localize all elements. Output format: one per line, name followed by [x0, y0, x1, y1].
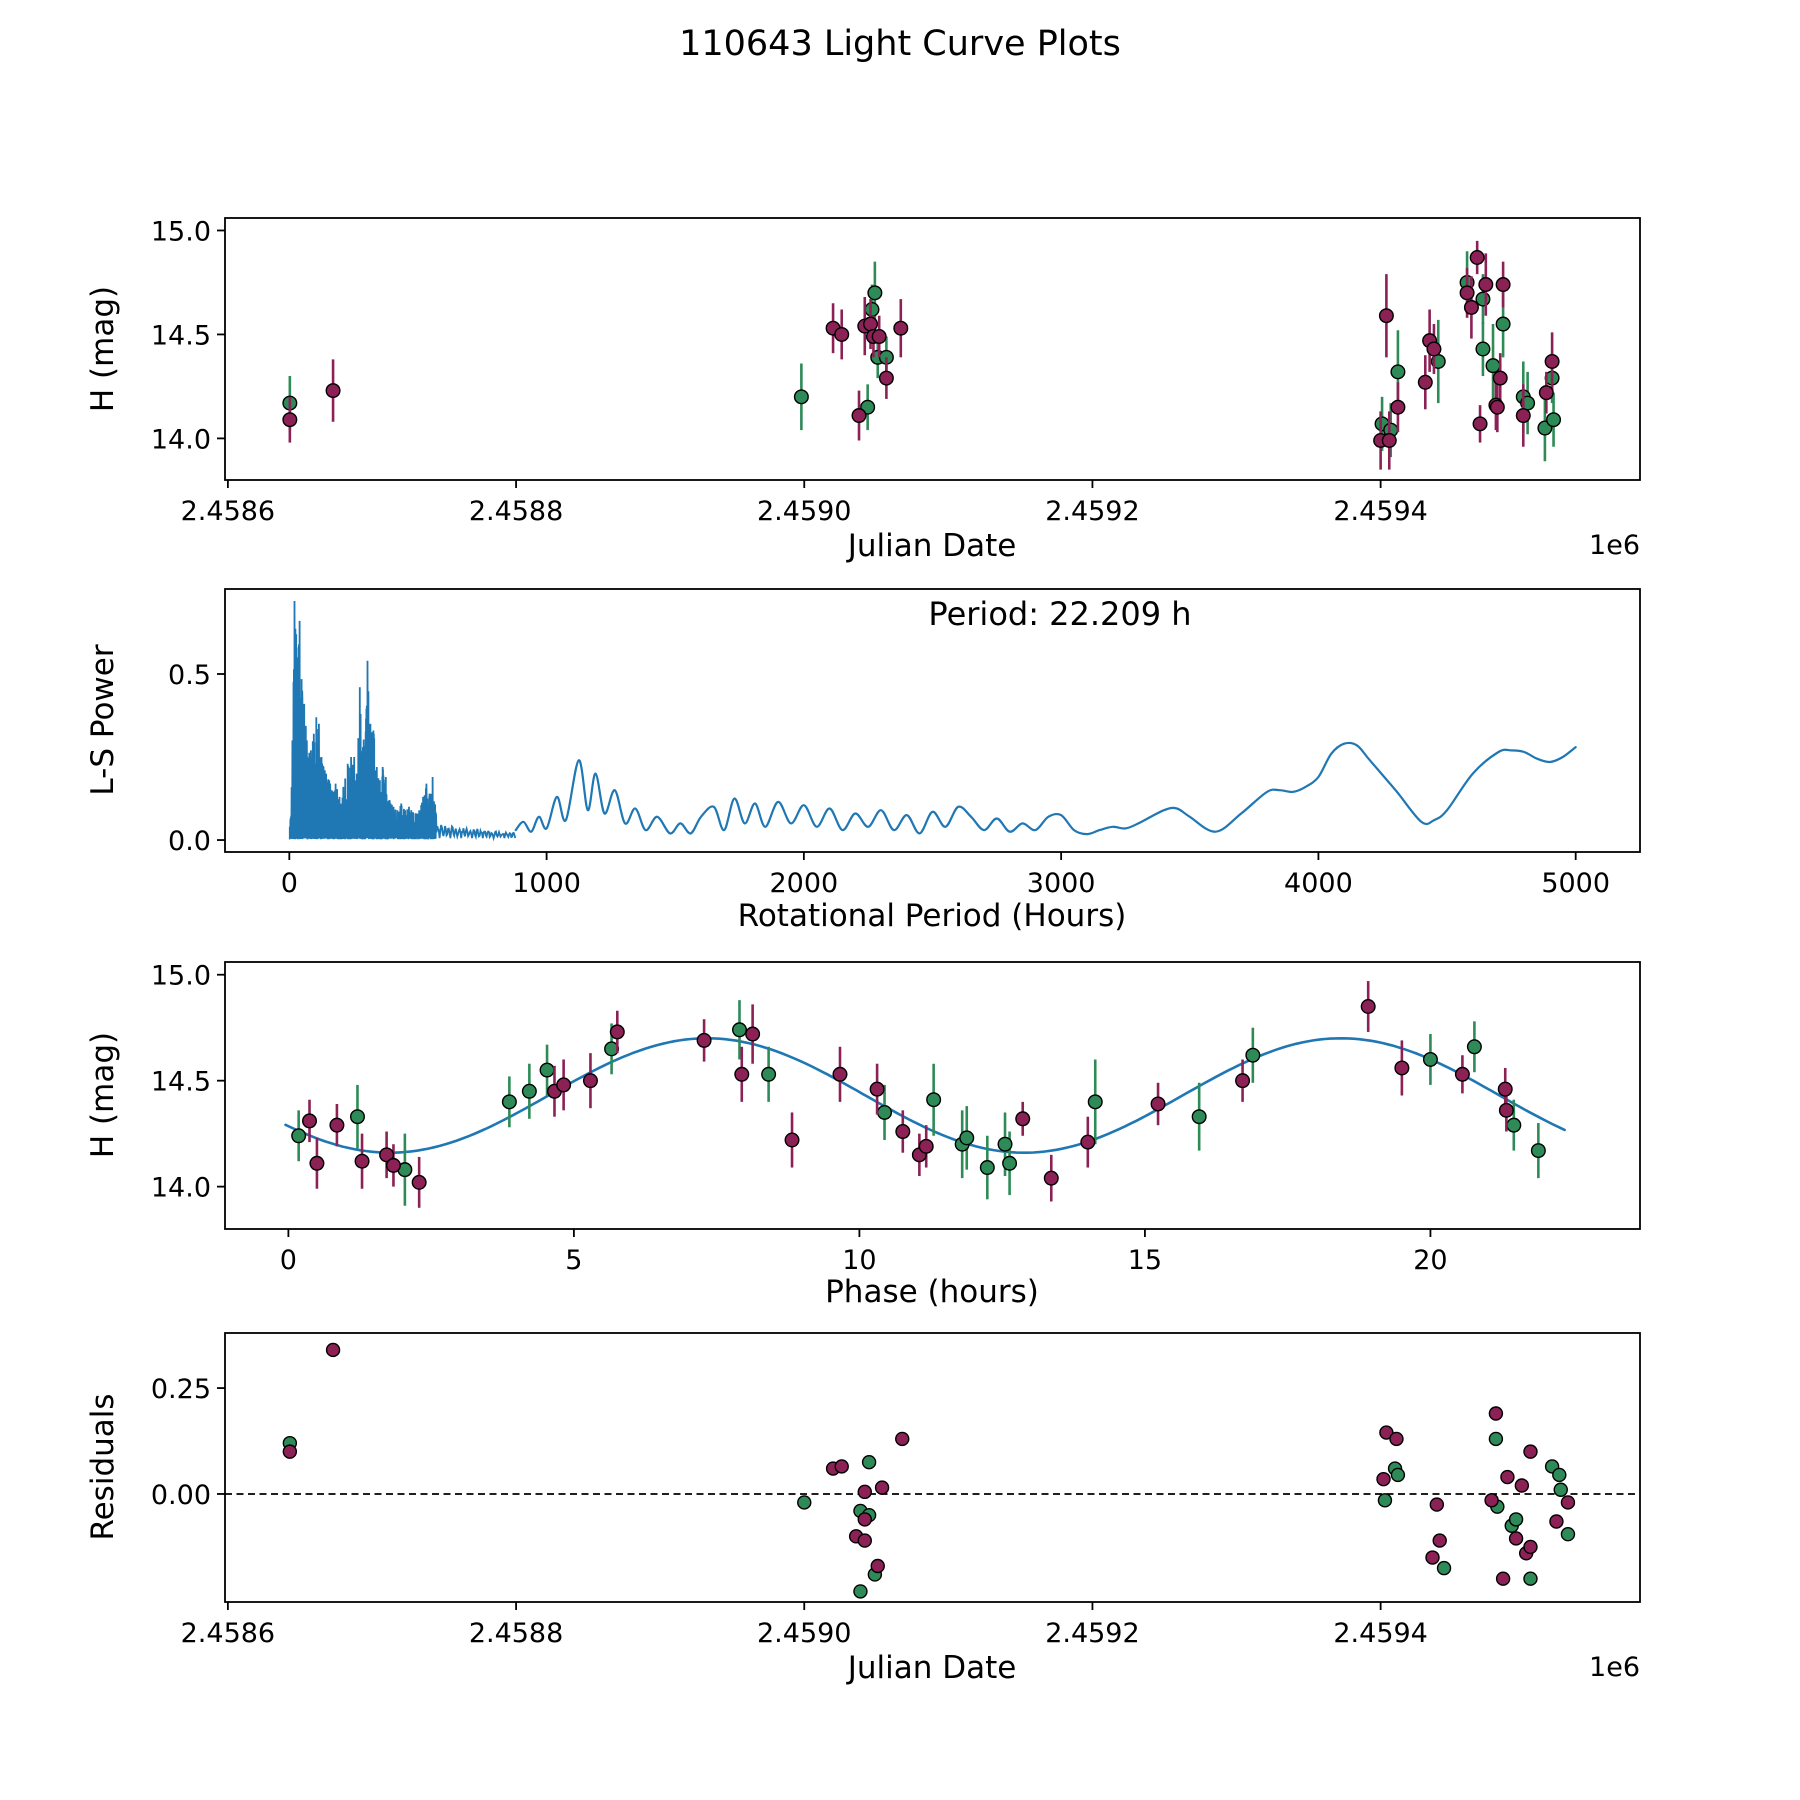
data-point: [1427, 342, 1441, 356]
phase-folded-light-curve-axes: [151, 961, 1640, 1276]
residual-point: [896, 1432, 909, 1445]
x-tick-label: 2.4590: [757, 496, 852, 527]
residual-point: [1377, 1473, 1390, 1486]
data-point: [785, 1133, 799, 1147]
data-point: [733, 1023, 747, 1037]
data-point: [330, 1118, 344, 1132]
y-tick-label: 14.5: [150, 320, 211, 352]
data-point: [872, 330, 886, 344]
data-point: [1391, 400, 1405, 414]
residual-point: [863, 1456, 876, 1469]
data-point: [1545, 355, 1559, 369]
data-point: [1044, 1171, 1058, 1185]
x-tick-label: 2000: [769, 868, 839, 899]
residual-point: [1489, 1407, 1502, 1420]
data-point: [387, 1159, 401, 1173]
residuals-vs-julian-date-points: [283, 1343, 1574, 1597]
data-point: [981, 1161, 995, 1175]
residual-point: [1390, 1432, 1403, 1445]
data-point: [835, 328, 849, 342]
data-point: [1547, 413, 1561, 427]
x-tick-label: 3000: [1026, 868, 1096, 899]
data-point: [868, 286, 882, 300]
data-point: [1532, 1144, 1546, 1158]
figure-title: 110643 Light Curve Plots: [679, 24, 1121, 64]
jd-plot-axis-multiplier: 1e6: [1589, 530, 1640, 561]
data-point: [1465, 301, 1479, 315]
data-point: [1476, 292, 1490, 306]
residual-point: [871, 1559, 884, 1572]
data-point: [864, 317, 878, 331]
residual-point: [798, 1496, 811, 1509]
data-point: [1516, 409, 1530, 423]
data-point: [1468, 1040, 1482, 1054]
residual-point: [327, 1343, 340, 1356]
x-tick-label: 0: [280, 868, 298, 899]
residual-point: [1550, 1515, 1563, 1528]
data-point: [503, 1095, 517, 1109]
data-point: [1540, 386, 1554, 400]
data-point: [1456, 1068, 1470, 1082]
residual-point: [1515, 1479, 1528, 1492]
data-point: [1016, 1112, 1030, 1126]
lomb-scargle-periodogram-axes: [168, 589, 1640, 899]
x-tick-label: 20: [1413, 1245, 1448, 1276]
y-tick-label: 0.25: [150, 1374, 211, 1406]
residual-point: [1433, 1534, 1446, 1547]
x-tick-label: 2.4588: [468, 1618, 564, 1649]
x-tick-label: 15: [1127, 1245, 1163, 1276]
data-point: [584, 1074, 598, 1088]
x-tick-label: 2.4594: [1333, 1618, 1428, 1649]
data-point: [310, 1157, 324, 1171]
periodogram-dense-region: [290, 601, 515, 839]
purple-filter-series: [303, 981, 1513, 1208]
data-point: [852, 409, 866, 423]
data-point: [1395, 1061, 1409, 1075]
data-point: [878, 1106, 892, 1120]
residual-point: [1524, 1540, 1537, 1553]
data-point: [1192, 1110, 1206, 1124]
x-tick-label: 2.4594: [1333, 496, 1428, 527]
residual-point: [854, 1585, 867, 1598]
residual-point: [1553, 1468, 1566, 1481]
data-point: [557, 1078, 571, 1092]
data-point: [1496, 278, 1510, 292]
data-point: [1507, 1118, 1521, 1132]
residual-point: [1501, 1471, 1514, 1484]
data-point: [1382, 434, 1396, 448]
x-tick-label: 2.4586: [180, 496, 276, 527]
residual-point: [1426, 1551, 1439, 1564]
data-point: [1493, 371, 1507, 385]
data-point: [351, 1110, 365, 1124]
residual-point: [1561, 1496, 1574, 1509]
y-tick-label: 14.5: [150, 1066, 211, 1098]
residual-point: [858, 1485, 871, 1498]
green-filter-series: [283, 251, 1560, 461]
data-point: [1419, 375, 1433, 389]
y-tick-label: 0.5: [168, 660, 211, 692]
residual-point: [1524, 1572, 1537, 1585]
y-tick-label: 15.0: [150, 216, 211, 248]
jd-plot-ylabel: H (mag): [85, 285, 121, 413]
x-tick-label: 2.4590: [757, 1618, 852, 1649]
data-point: [1081, 1135, 1095, 1149]
data-point: [610, 1025, 624, 1039]
residual-point: [1497, 1572, 1510, 1585]
y-tick-label: 0.0: [168, 826, 211, 858]
green-filter-series: [283, 1432, 1574, 1598]
residual-point: [1510, 1532, 1523, 1545]
y-tick-label: 15.0: [150, 960, 211, 992]
data-point: [870, 1082, 884, 1096]
data-point: [1151, 1097, 1165, 1111]
data-point: [1479, 278, 1493, 292]
phase-folded-light-curve-points: [292, 981, 1545, 1208]
periodogram-smooth-region: [516, 743, 1576, 834]
light-curve-vs-julian-date-axes: [151, 216, 1640, 527]
x-tick-label: 4000: [1284, 868, 1353, 899]
x-tick-label: 2.4592: [1045, 496, 1140, 527]
residual-point: [858, 1534, 871, 1547]
data-point: [735, 1068, 749, 1082]
data-point: [960, 1131, 974, 1145]
x-tick-label: 0: [279, 1245, 297, 1276]
data-point: [1003, 1157, 1017, 1171]
data-point: [1500, 1104, 1514, 1118]
data-point: [865, 303, 879, 317]
y-tick-label: 14.0: [150, 1172, 211, 1204]
purple-filter-series: [283, 1343, 1574, 1585]
data-point: [326, 384, 340, 398]
data-point: [795, 390, 809, 404]
data-point: [998, 1137, 1012, 1151]
residual-point: [283, 1445, 296, 1458]
light-curve-vs-julian-date-points: [283, 241, 1560, 470]
data-point: [896, 1125, 910, 1139]
data-point: [880, 371, 894, 385]
periodogram-curve: [290, 601, 1576, 839]
x-tick-label: 2.4586: [180, 1618, 276, 1649]
residual-point: [1524, 1445, 1537, 1458]
residual-point: [1561, 1528, 1574, 1541]
data-point: [1380, 309, 1394, 323]
phase-plot-ylabel: H (mag): [85, 1031, 121, 1159]
residuals-axis-multiplier: 1e6: [1589, 1652, 1640, 1683]
residual-point: [1378, 1494, 1391, 1507]
residual-point: [1391, 1468, 1404, 1481]
residuals-vs-julian-date-axes: [151, 1333, 1640, 1649]
data-point: [1236, 1074, 1250, 1088]
residual-point: [835, 1460, 848, 1473]
purple-filter-series: [283, 241, 1559, 470]
periodogram-ylabel: L-S Power: [85, 644, 121, 796]
data-point: [746, 1027, 760, 1041]
data-point: [292, 1129, 306, 1143]
data-point: [1470, 251, 1484, 265]
x-tick-label: 10: [842, 1245, 877, 1276]
residual-point: [858, 1513, 871, 1526]
data-point: [540, 1063, 554, 1077]
data-point: [1473, 417, 1487, 431]
data-point: [523, 1084, 537, 1098]
residual-point: [1430, 1498, 1443, 1511]
jd-plot-xlabel: Julian Date: [847, 528, 1017, 564]
residuals-ylabel: Residuals: [85, 1393, 121, 1541]
residual-point: [1554, 1483, 1567, 1496]
residuals-xlabel: Julian Date: [847, 1650, 1017, 1686]
period-annotation: Period: 22.209 h: [928, 595, 1192, 633]
phase-plot-xlabel: Phase (hours): [825, 1274, 1039, 1310]
data-point: [1088, 1095, 1102, 1109]
x-tick-label: 2.4588: [468, 496, 564, 527]
data-point: [927, 1093, 941, 1107]
x-tick-label: 5000: [1541, 868, 1611, 899]
data-point: [1498, 1082, 1512, 1096]
data-point: [303, 1114, 317, 1128]
data-point: [919, 1140, 933, 1154]
data-point: [697, 1034, 711, 1048]
data-point: [762, 1068, 776, 1082]
residual-point: [1510, 1513, 1523, 1526]
data-point: [894, 321, 908, 335]
periodogram-xlabel: Rotational Period (Hours): [737, 898, 1127, 934]
residual-point: [1438, 1562, 1451, 1575]
data-point: [1496, 317, 1510, 331]
residual-point: [876, 1481, 889, 1494]
data-point: [283, 413, 297, 427]
data-point: [1491, 400, 1505, 414]
x-tick-label: 5: [565, 1245, 583, 1276]
data-point: [1460, 286, 1474, 300]
x-tick-label: 1000: [512, 868, 581, 899]
data-point: [355, 1154, 369, 1168]
y-tick-label: 0.00: [150, 1479, 211, 1511]
data-point: [1391, 365, 1405, 379]
residual-point: [1489, 1432, 1502, 1445]
data-point: [1486, 359, 1500, 373]
residual-point: [1485, 1494, 1498, 1507]
data-point: [1424, 1053, 1438, 1067]
y-tick-label: 14.0: [150, 424, 211, 456]
data-point: [412, 1176, 426, 1190]
data-point: [833, 1068, 847, 1082]
x-tick-label: 2.4592: [1045, 1618, 1140, 1649]
data-point: [1476, 342, 1490, 356]
data-point: [1246, 1048, 1260, 1062]
data-point: [1361, 1000, 1375, 1014]
